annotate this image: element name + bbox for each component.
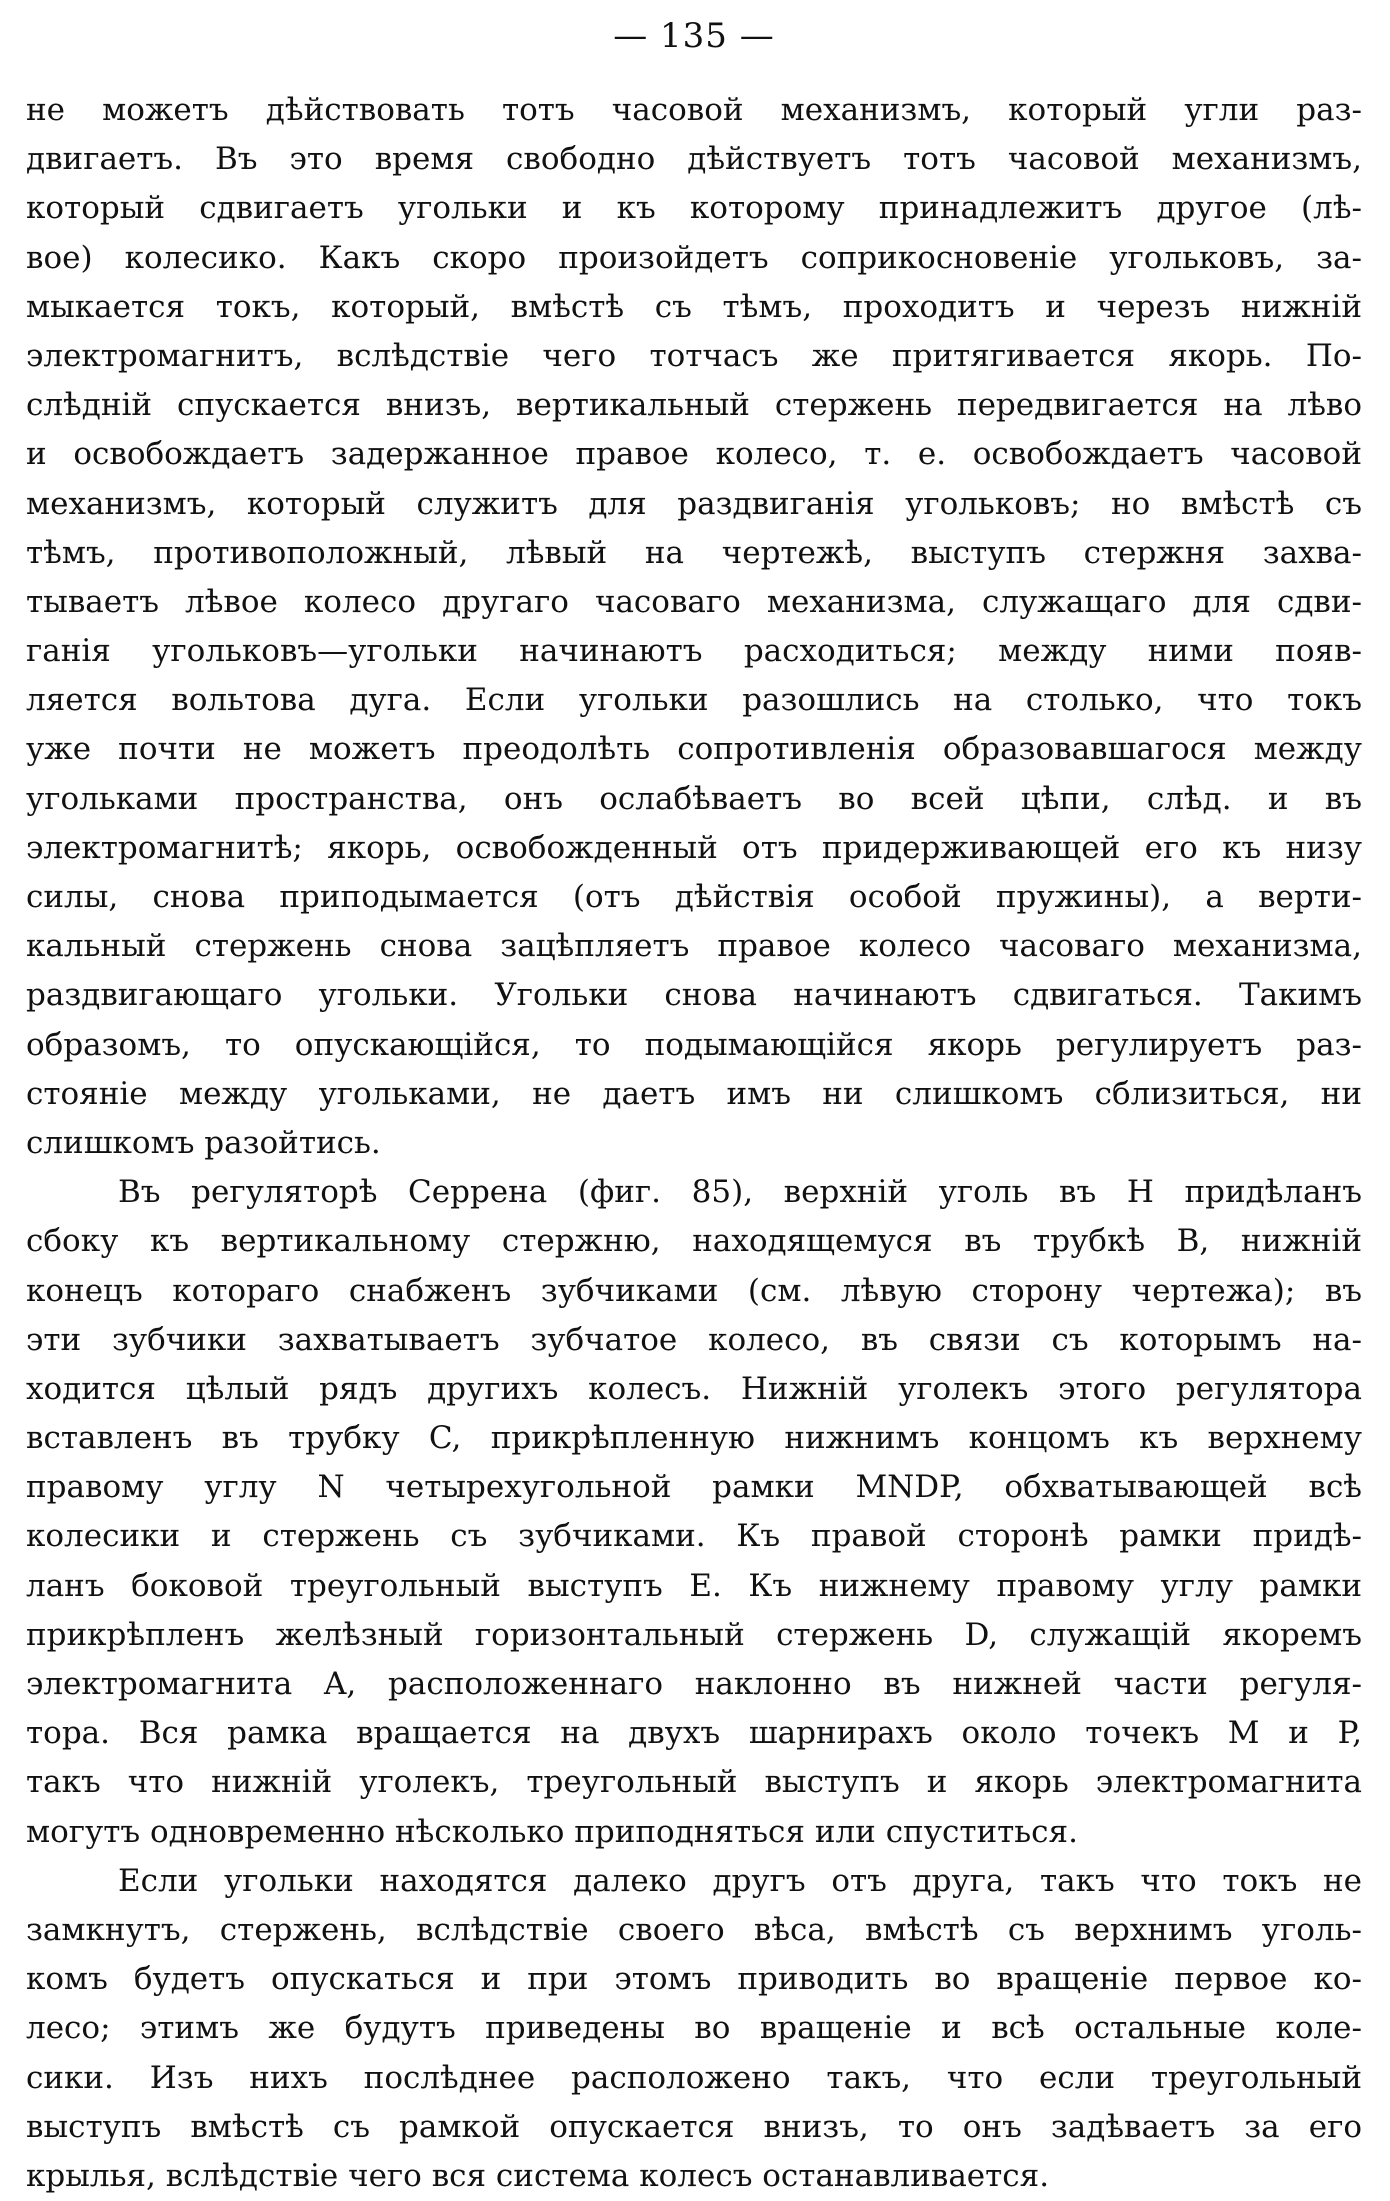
text-line: электромагнитъ, вслѣдствіе чего тотчасъ же притягивается якорь. По- bbox=[26, 337, 1362, 374]
page-number: — 135 — bbox=[613, 16, 775, 56]
text-line: образомъ, то опускающійся, то подымающійся якорь регулируетъ раз- bbox=[26, 1026, 1362, 1063]
text-line: ланъ боковой треугольный выступъ E. Къ нижнему правому углу рамки bbox=[26, 1567, 1362, 1604]
text-line: и освобождаетъ задержанное правое колесо, т. е. освобождаетъ часовой bbox=[26, 436, 1362, 473]
text-line: правому углу N четырехугольной рамки MNDP, обхватывающей всѣ bbox=[26, 1469, 1362, 1506]
text-line: раздвигающаго угольки. Угольки снова начинаютъ сдвигаться. Такимъ bbox=[26, 977, 1362, 1014]
text-line: вое) колесико. Какъ скоро произойдетъ соприкосновеніе угольковъ, за- bbox=[26, 239, 1362, 276]
text-line: слишкомъ разойтись. bbox=[26, 1124, 381, 1161]
text-line: Если угольки находятся далеко другъ отъ друга, такъ что токъ не bbox=[118, 1862, 1362, 1899]
text-line: вставленъ въ трубку C, прикрѣпленную нижнимъ концомъ къ верхнему bbox=[26, 1420, 1362, 1457]
text-line: механизмъ, который служитъ для раздвиганія угольковъ; но вмѣстѣ съ bbox=[26, 485, 1362, 522]
text-line: который сдвигаетъ угольки и къ которому принадлежитъ другое (лѣ- bbox=[26, 190, 1362, 227]
text-line: тѣмъ, противоположный, лѣвый на чертежѣ, выступъ стержня захва- bbox=[26, 534, 1362, 571]
text-line: конецъ котораго снабженъ зубчиками (см. лѣвую сторону чертежа); въ bbox=[26, 1272, 1362, 1309]
text-line: крылья, вслѣдствіе чего вся система колесъ останавливается. bbox=[26, 2157, 1050, 2194]
text-line: эти зубчики захватываетъ зубчатое колесо, въ связи съ которымъ на- bbox=[26, 1321, 1362, 1358]
text-line: сики. Изъ нихъ послѣднее расположено такъ, что если треугольный bbox=[26, 2059, 1362, 2096]
text-line: сбоку къ вертикальному стержню, находящемуся въ трубкѣ B, нижній bbox=[26, 1223, 1362, 1260]
text-line: такъ что нижній уголекъ, треугольный выступъ и якорь электромагнита bbox=[26, 1764, 1362, 1801]
text-line: тываетъ лѣвое колесо другаго часоваго механизма, служащаго для сдви- bbox=[26, 583, 1362, 620]
text-line: силы, снова приподымается (отъ дѣйствія особой пружины), а верти- bbox=[26, 879, 1362, 915]
text-line: не можетъ дѣйствовать тотъ часовой механизмъ, который угли раз- bbox=[26, 92, 1362, 128]
paragraph-3 bbox=[26, 1857, 1362, 2201]
text-line: замкнутъ, стержень, вслѣдствіе своего вѣса, вмѣстѣ съ верхнимъ уголь- bbox=[26, 1911, 1362, 1948]
text-line: выступъ вмѣстѣ съ рамкой опускается внизъ, то онъ задѣваетъ за его bbox=[26, 2108, 1362, 2145]
text-line: Въ регуляторѣ Серрена (фиг. 85), верхній уголь въ H придѣланъ bbox=[118, 1174, 1362, 1211]
text-line: электромагнита A, расположеннаго наклонно въ нижней части регуля- bbox=[26, 1666, 1362, 1702]
text-line: могутъ одновременно нѣсколько приподняться или спуститься. bbox=[26, 1813, 1078, 1850]
text-line: комъ будетъ опускаться и при этомъ приводить во вращеніе первое ко- bbox=[26, 1961, 1362, 1998]
text-line: прикрѣпленъ желѣзный горизонтальный стержень D, служащій якоремъ bbox=[26, 1616, 1362, 1653]
paragraph-2 bbox=[26, 1168, 1362, 1857]
text-line: электромагнитѣ; якорь, освобожденный отъ придерживающей его къ низу bbox=[26, 829, 1362, 866]
text-line: тора. Вся рамка вращается на двухъ шарнирахъ около точекъ M и P, bbox=[26, 1715, 1362, 1752]
text-line: ганія угольковъ—угольки начинаютъ расходиться; между ними появ- bbox=[26, 633, 1362, 670]
text-line: угольками пространства, онъ ослабѣваетъ во всей цѣпи, слѣд. и въ bbox=[26, 780, 1362, 817]
text-line: слѣдній спускается внизъ, вертикальный стержень передвигается на лѣво bbox=[26, 387, 1362, 424]
text-line: двигаетъ. Въ это время свободно дѣйствуетъ тотъ часовой механизмъ, bbox=[26, 141, 1362, 178]
text-line: ляется вольтова дуга. Если угольки разошлись на столько, что токъ bbox=[26, 682, 1362, 719]
text-line: кальный стержень снова зацѣпляетъ правое колесо часоваго механизма, bbox=[26, 928, 1362, 965]
paragraph-1 bbox=[26, 86, 1362, 1168]
text-line: уже почти не можетъ преодолѣть сопротивленія образовавшагося между bbox=[26, 731, 1362, 768]
text-line: ходится цѣлый рядъ другихъ колесъ. Нижній уголекъ этого регулятора bbox=[26, 1370, 1362, 1407]
text-line: стояніе между угольками, не даетъ имъ ни слишкомъ сблизиться, ни bbox=[26, 1075, 1362, 1112]
text-line: мыкается токъ, который, вмѣстѣ съ тѣмъ, проходитъ и черезъ нижній bbox=[26, 288, 1362, 325]
text-line: лесо; этимъ же будутъ приведены во вращеніе и всѣ остальные коле- bbox=[26, 2010, 1362, 2047]
text-line: колесики и стержень съ зубчиками. Къ правой сторонѣ рамки придѣ- bbox=[26, 1518, 1362, 1555]
